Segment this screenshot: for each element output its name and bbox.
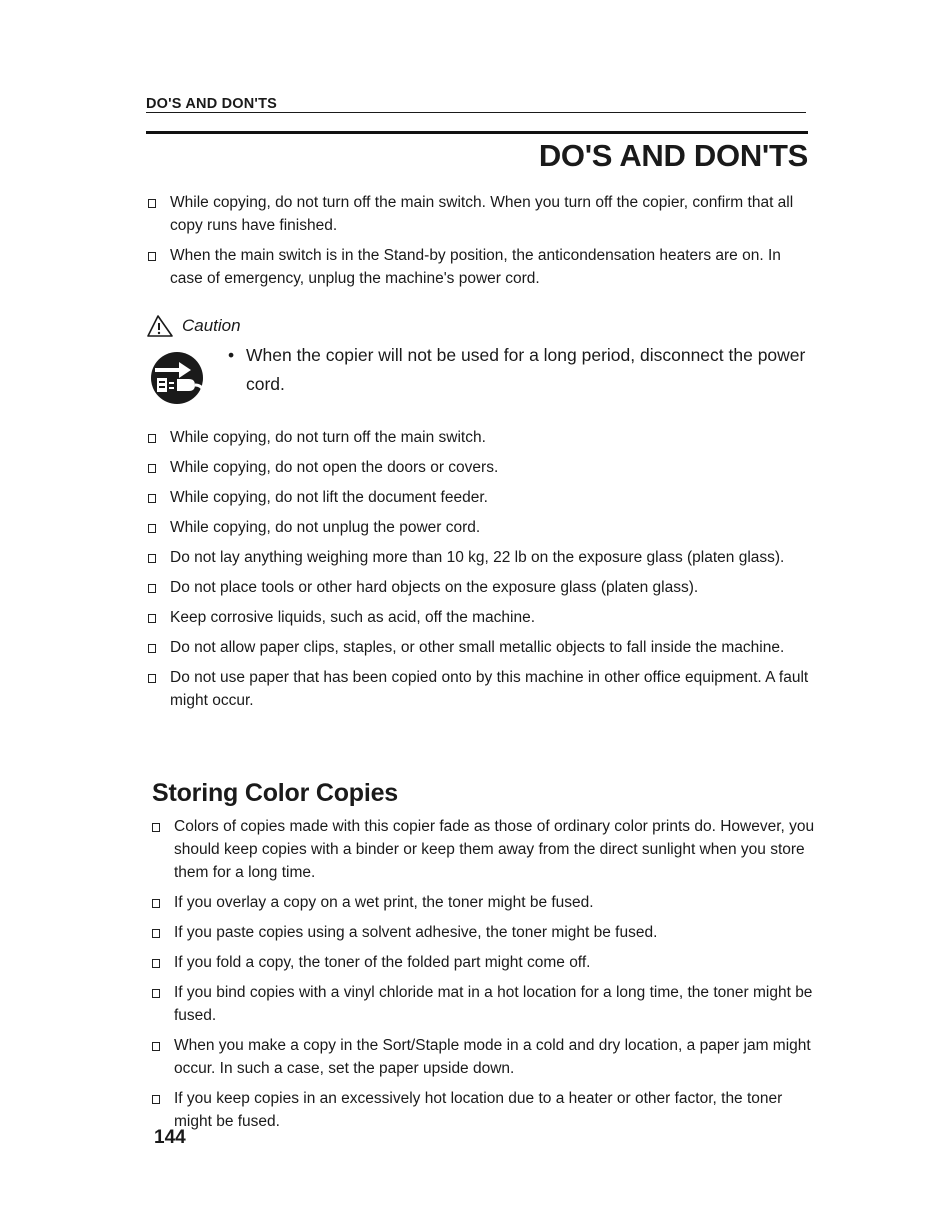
- bullet-dot-icon: •: [228, 345, 235, 365]
- list-item: [150, 921, 820, 944]
- running-head: DO'S AND DON'TS: [146, 96, 278, 112]
- checkbox-bullet-icon: [152, 989, 160, 998]
- list-item: [146, 666, 814, 712]
- list-item: [146, 576, 814, 599]
- item-text: While copying, do not lift the document feeder.: [170, 489, 488, 506]
- checkbox-bullet-icon: [152, 1042, 160, 1051]
- checkbox-bullet-icon: [148, 524, 156, 533]
- unplug-power-cord-icon: [149, 348, 205, 406]
- checkbox-bullet-icon: [148, 644, 156, 653]
- top-item-list: [146, 191, 810, 297]
- checkbox-bullet-icon: [152, 1095, 160, 1104]
- checkbox-bullet-icon: [148, 554, 156, 563]
- checkbox-bullet-icon: [148, 674, 156, 683]
- list-item: [146, 546, 814, 569]
- item-text: When the main switch is in the Stand-by position, the anticondensation heaters are on. In case of emergency, unplug the machine's power cord.: [170, 247, 781, 287]
- checkbox-bullet-icon: [148, 464, 156, 473]
- checkbox-bullet-icon: [148, 614, 156, 623]
- checkbox-bullet-icon: [148, 584, 156, 593]
- list-item: [150, 891, 820, 914]
- page-number: 144: [154, 1127, 186, 1148]
- warning-triangle-icon: [146, 314, 176, 338]
- item-text: If you bind copies with a vinyl chloride mat in a hot location for a long time, the toner might be fused.: [174, 984, 813, 1024]
- storing-list: [150, 815, 820, 1140]
- list-item: [150, 951, 820, 974]
- list-item: [146, 456, 814, 479]
- header-rule: [146, 112, 806, 113]
- item-text: Colors of copies made with this copier fade as those of ordinary color prints do. However, you should keep copies with a binder or keep them away from the direct sunlight when you store them for a long time.: [174, 818, 815, 881]
- item-text: If you overlay a copy on a wet print, the toner might be fused.: [174, 894, 594, 911]
- list-item: [146, 516, 814, 539]
- item-text: While copying, do not unplug the power cord.: [170, 519, 481, 536]
- list-item: [146, 191, 810, 237]
- checkbox-bullet-icon: [148, 252, 156, 261]
- list-item: [146, 606, 814, 629]
- caution-text: [226, 341, 836, 399]
- item-text: While copying, do not turn off the main switch. When you turn off the copier, confirm that all copy runs have finished.: [170, 194, 794, 234]
- list-item: [146, 636, 814, 659]
- item-text: Keep corrosive liquids, such as acid, off the machine.: [170, 609, 536, 626]
- page-title: DO'S AND DON'TS: [538, 138, 808, 173]
- list-item: [150, 1087, 820, 1133]
- item-text: While copying, do not turn off the main switch.: [170, 429, 486, 446]
- item-text: When you make a copy in the Sort/Staple mode in a cold and dry location, a paper jam might occur. In such a case, set the paper upside down.: [174, 1037, 811, 1077]
- checkbox-bullet-icon: [148, 434, 156, 443]
- caution-message: When the copier will not be used for a long period, disconnect the power cord.: [246, 345, 806, 394]
- checkbox-bullet-icon: [148, 199, 156, 208]
- item-text: Do not lay anything weighing more than 10 kg, 22 lb on the exposure glass (platen glass).: [170, 549, 785, 566]
- list-item: [146, 244, 810, 290]
- section-heading: Storing Color Copies: [152, 779, 399, 807]
- checkbox-bullet-icon: [152, 899, 160, 908]
- checkbox-bullet-icon: [148, 494, 156, 503]
- item-text: If you paste copies using a solvent adhesive, the toner might be fused.: [174, 924, 658, 941]
- checkbox-bullet-icon: [152, 959, 160, 968]
- item-text: Do not use paper that has been copied onto by this machine in other office equipment. A fault might occur.: [170, 669, 809, 709]
- caution-label: Caution: [182, 316, 241, 335]
- item-text: While copying, do not open the doors or covers.: [170, 459, 499, 476]
- list-item: [150, 981, 820, 1027]
- list-item: [146, 426, 814, 449]
- checkbox-bullet-icon: [152, 929, 160, 938]
- item-text: If you keep copies in an excessively hot location due to a heater or other factor, the toner might be fused.: [174, 1090, 783, 1130]
- list-item: [150, 1034, 820, 1080]
- dos-and-donts-list: [146, 426, 814, 719]
- list-item: [146, 486, 814, 509]
- caution-heading: [146, 314, 241, 338]
- item-text: If you fold a copy, the toner of the folded part might come off.: [174, 954, 591, 971]
- checkbox-bullet-icon: [152, 823, 160, 832]
- list-item: [150, 815, 820, 884]
- item-text: Do not place tools or other hard objects on the exposure glass (platen glass).: [170, 579, 699, 596]
- item-text: Do not allow paper clips, staples, or other small metallic objects to fall inside the machine.: [170, 639, 785, 656]
- title-rule: [146, 131, 808, 134]
